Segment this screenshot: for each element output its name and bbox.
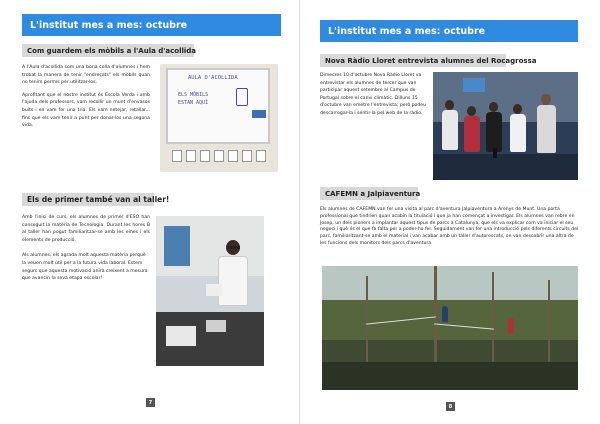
phone-box-icon: [186, 150, 196, 162]
phone-box-icon: [256, 150, 266, 162]
article-paragraph: Als alumnes, els agrada molt aquesta matèria perquè la veuen molt útil per a la futura vida laboral. Estem segurs que aquesta motivació anirà creixent a mesura que avancin la seva etapa escolar!: [22, 253, 148, 282]
section-title-mobiles: Com guardem els mòbils a l'Aula d'acollida: [22, 44, 194, 57]
person-body: [537, 105, 556, 153]
notebook: [166, 326, 196, 346]
studio-desk: [433, 154, 578, 180]
photo-workshop-student: [156, 216, 264, 366]
photo-whiteboard-phones: [160, 64, 278, 172]
section-title-workshop: Els de primer també van al taller!: [22, 193, 154, 206]
article-paragraph: Aprofitant que el nostre institut és Escola Verda i amb l'ajuda dels professors, vam recollir un munt d'envasos buits i en vam fer una tria. Els vam netejar, retallar... fins que els vam tenir a punt per donar-los una segona vida.: [22, 92, 150, 129]
section-title-radio: Nova Ràdio Lloret entrevista alumnes del Rocagrossa: [320, 54, 506, 67]
phone-box-icon: [200, 150, 210, 162]
person-head: [541, 94, 551, 105]
calculator-icon: [206, 320, 226, 332]
person-head: [467, 106, 476, 116]
photo-foliage: [322, 300, 578, 340]
phone-box-icon: [214, 150, 224, 162]
article-paragraph: Els alumnes de CAFEMN van fer una visita al parc d'aventura Jalpiaventura a Arenys de Munt. Una porta professional que tindrien quan acabin la titulació i que ja han començat a investigar. Els alumnes van rebre en Josep, un dels pioners a implantar aquest tipus de parcs a Catalunya, que els va explicar com va iniciar el seu negoci i què és el que fa falta per a poder-ho fer. Seguidament van fer una introducció pels diferents circuits del parc, familiaritzant-se amb el material i van acabar amb un taller d'autorescats, on van descobrir una altra de les funcions dels monitors dels parcs d'aventura.: [320, 207, 579, 246]
studio-logo-board: [463, 78, 485, 92]
article-cafemn-text: [320, 207, 580, 253]
page-number: 8: [446, 402, 455, 411]
phone-box-icon: [172, 150, 182, 162]
whiteboard-text: ESTAN AQUÍ: [178, 100, 209, 106]
phone-drawing-icon: [236, 88, 248, 106]
article-paragraph: Amb l'inici de curs, els alumnes de primer d'ESO han conseguit la matèria de Tecnologia. Durant les hores B al taller han pogut familiaritzar-se amb les eines i els elements de producció.: [22, 215, 150, 243]
safety-goggles-icon: [228, 246, 240, 249]
whiteboard: [166, 68, 270, 144]
page-banner: L'institut mes a mes: octubre: [320, 20, 578, 42]
article-radio-text: [320, 72, 430, 123]
sticker-icon: [252, 110, 266, 118]
section-title-cafemn: CAFEMN a Jalpiaventura: [320, 187, 418, 200]
phone-box-icon: [228, 150, 238, 162]
photo-radio-studio: [433, 72, 578, 180]
article-workshop-text: [22, 214, 150, 288]
page-right: [300, 0, 600, 424]
person-head: [513, 104, 522, 114]
photo-ground: [322, 362, 578, 390]
paper-sheet: [206, 284, 222, 296]
person-body: [510, 114, 526, 152]
climber-figure: [442, 306, 448, 322]
person-head: [445, 100, 454, 110]
photo-poster: [164, 226, 190, 266]
article-paragraph: A l'Aula d'acollida som una bona colla d'alumnes i hem trobat la manera de tenir "endreçats" els mòbils quan no tenim permís per utilitzar-los.: [22, 65, 150, 86]
microphone-icon: [493, 148, 497, 158]
phone-box-icon: [242, 150, 252, 162]
page-banner: L'institut mes a mes: octubre: [22, 14, 281, 36]
person-head: [489, 102, 498, 112]
person-body: [442, 110, 458, 150]
photo-adventure-park: [322, 266, 578, 390]
page-number: 7: [146, 398, 155, 407]
whiteboard-text: ELS MÒBILS: [178, 92, 209, 98]
whiteboard-text: AULA D'ACOLLIDA: [188, 75, 238, 81]
climber-figure: [508, 318, 514, 334]
student-body: [218, 256, 248, 306]
person-body: [464, 116, 480, 152]
person-body: [486, 112, 502, 152]
article-paragraph: Dimecres 10 d'octubre Nova Ràdio Lloret va entrevistar els alumnes de tercer que van participar aquest setembre al Campus de Portugal sobre el canvi climàtic. Dilluns 15 d'octubre van emetre l'entrevista; però podeu descarregar-la i sentir-la pel web de la ràdio.: [320, 73, 427, 116]
article-mobiles-text: [22, 64, 150, 135]
